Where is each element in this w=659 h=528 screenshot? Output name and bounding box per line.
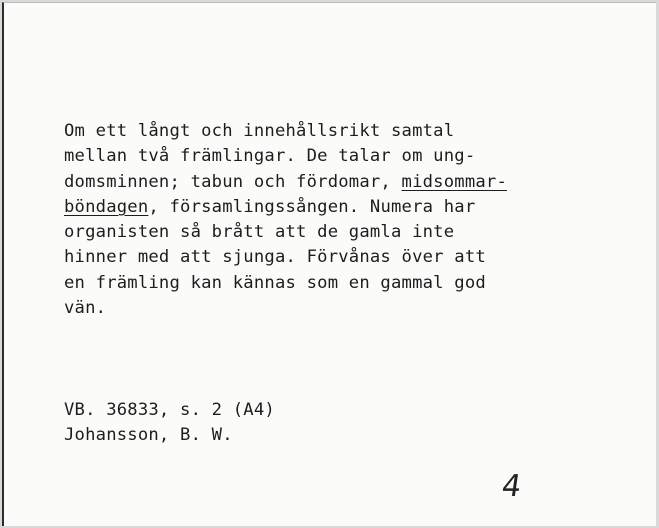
- underlined-keyword: midsommar-: [401, 171, 508, 192]
- index-card: [2, 2, 656, 526]
- handwritten-page-number: 4: [499, 469, 524, 504]
- body-line-6: hinner med att sjunga. Förvånas över att: [64, 247, 486, 268]
- card-body-text: [64, 119, 644, 321]
- body-line-7: en främling kan kännas som en gammal god: [64, 272, 486, 293]
- underlined-keyword: böndagen: [64, 196, 149, 217]
- card-reference: [64, 398, 275, 448]
- body-line-4: [64, 195, 644, 220]
- reference-source: VB. 36833, s. 2 (A4): [64, 400, 275, 420]
- body-line-4-text: , församlingssången. Numera har: [148, 196, 476, 217]
- reference-author: Johansson, B. W.: [64, 425, 233, 445]
- body-line-2: mellan två främlingar. De talar om ung-: [64, 146, 476, 167]
- body-line-5: organisten så brått att de gamla inte: [64, 222, 455, 243]
- body-line-8: vän.: [64, 298, 107, 319]
- body-line-3: [64, 170, 644, 195]
- body-line-1: Om ett långt och innehållsrikt samtal: [64, 121, 455, 141]
- body-line-3-text: domsminnen; tabun och fördomar,: [64, 171, 402, 192]
